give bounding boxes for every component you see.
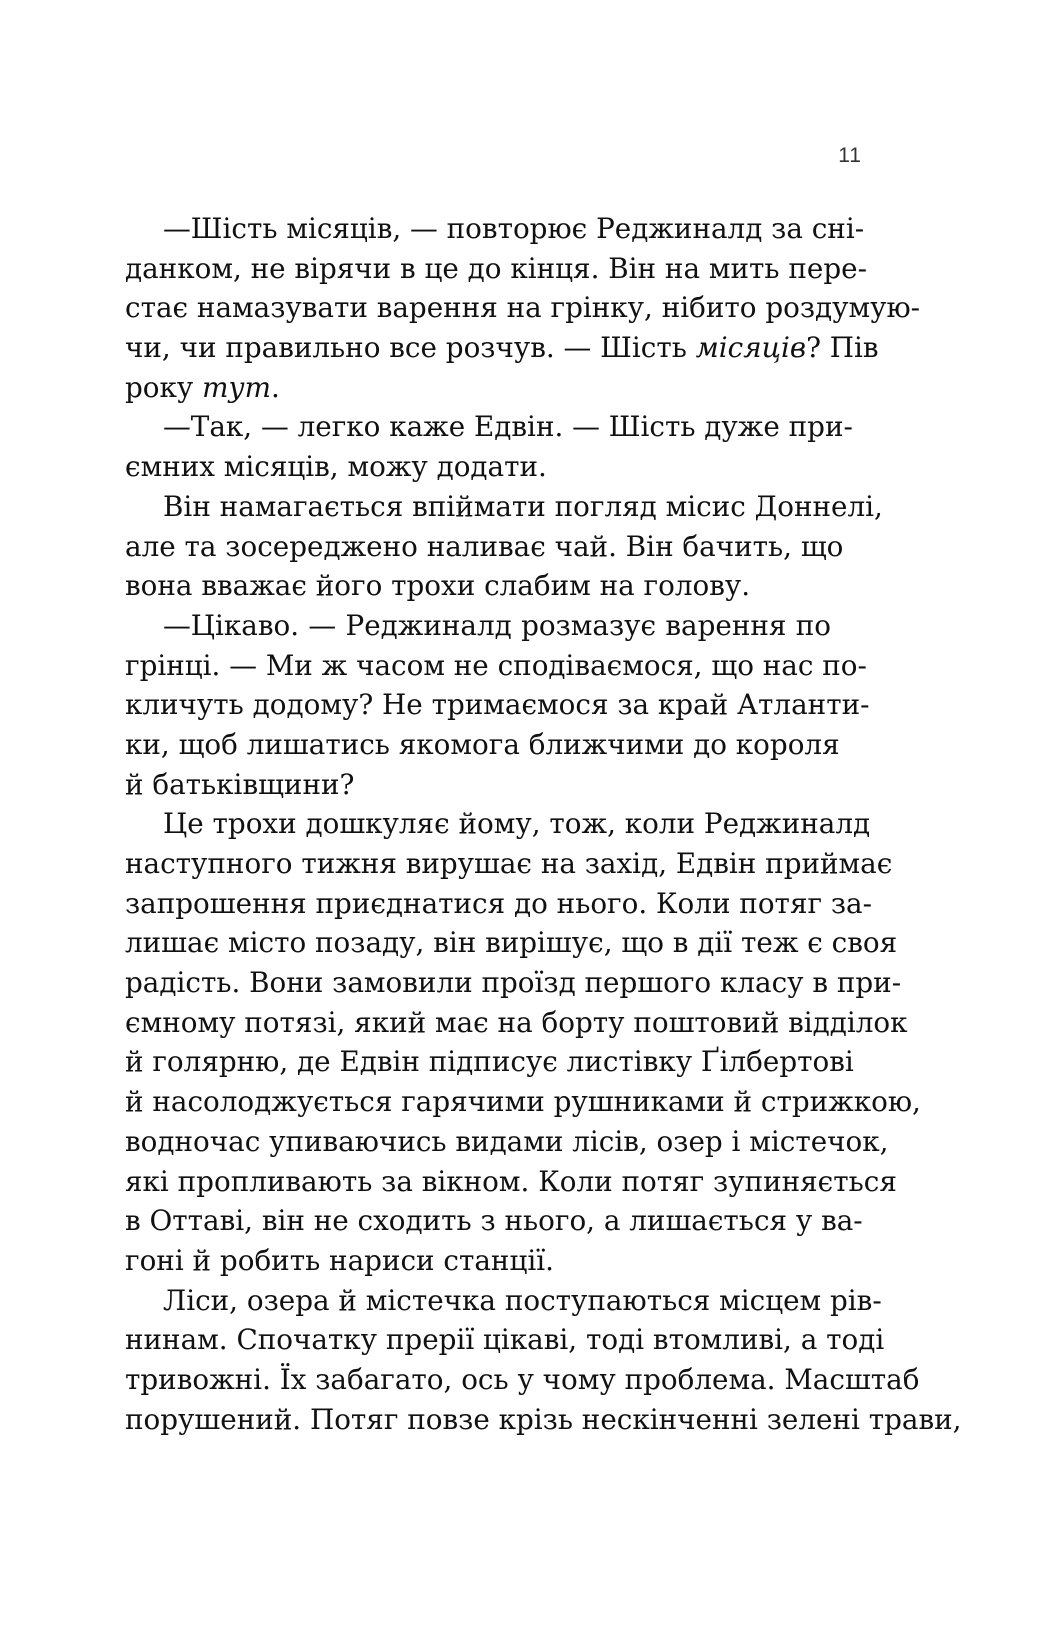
text-run: запрошення приєднатися до нього. Коли потяг за- [125,886,873,920]
text-line [125,765,831,805]
text-line [125,487,883,527]
text-run: нинам. Спочатку прерії цікаві, тоді втомливі, а тоді [125,1323,885,1357]
text-line [125,1042,854,1082]
text-line [125,447,831,487]
text-run: ? Пів [806,331,879,365]
text-line [125,1082,921,1122]
text-line [125,963,902,1003]
text-run: ки, щоб лишатись якомога ближчими до короля [125,727,840,761]
text-run: гоні й робить нариси станції. [125,1243,554,1277]
text-run: чи, чи правильно все розчув. — Шість [125,331,696,365]
text-line [125,1162,897,1202]
text-run: данком, не вірячи в це до кінця. Він на мить пере- [125,251,867,285]
text-line [125,249,867,289]
text-line [125,1003,908,1043]
text-run: в Оттаві, він не сходить з нього, а лишається у ва- [125,1204,863,1238]
italic-text: тут [202,370,271,404]
text-line [125,1400,962,1440]
text-line [125,606,831,646]
text-line [125,685,870,725]
text-line [125,646,867,686]
text-run: наступного тижня вирушає на захід, Едвін приймає [125,847,893,880]
text-run: . [270,370,280,404]
paragraph [125,209,921,407]
text-line [125,527,844,567]
paragraph [125,606,870,804]
text-run: кличуть додому? Не тримаємося за край Атланти- [125,688,870,722]
text-run: й батьківщини? [125,767,355,801]
text-line [125,1241,831,1281]
text-run: й голярню, де Едвін підписує листівку Ґілбертові [125,1045,854,1079]
text-run: ємному потязі, який має на борту поштовий відділок [125,1005,908,1039]
text-line [125,288,921,328]
text-line [125,804,871,844]
text-line [125,566,831,606]
page-number: 11 [838,144,862,167]
text-run: лишає місто позаду, він вирішує, що в дії теж є своя [125,926,898,960]
text-run: вона вважає його трохи слабим на голову. [125,569,751,603]
text-line [125,884,873,924]
text-run: стає намазувати варення на грінку, нібито роздумую- [125,291,921,325]
text-run: Ліси, озера й містечка поступаються місцем рів- [163,1283,882,1317]
text-run: —Цікаво. — Реджиналд розмазує варення по [163,608,831,642]
text-line [125,1281,882,1321]
text-run: грінці. — Ми ж часом не сподіваємося, що нас по- [125,648,867,682]
text-run: Це трохи дошкуляє йому, тож, коли Реджиналд [163,807,871,841]
body-text [125,209,962,1439]
text-run: порушений. Потяг повзе крізь нескінченні зелені трави, [125,1402,962,1436]
text-run: —Так, — легко каже Едвін. — Шість дуже при- [163,410,853,444]
text-line [125,725,840,765]
text-run: тривожні. Їх забагато, ось у чому проблема. Масштаб [125,1362,920,1396]
text-run: радість. Вони замовили проїзд першого класу в при- [125,966,902,1000]
paragraph [125,804,921,1280]
paragraph [125,1281,962,1440]
text-line [125,328,879,368]
text-line [125,407,853,447]
text-line [125,844,893,884]
paragraph [125,407,853,486]
text-line [125,1201,863,1241]
text-run: які пропливають за вікном. Коли потяг зупиняється [125,1164,897,1198]
text-run: але та зосереджено наливає чай. Він бачить, що [125,529,844,563]
text-run: водночас упиваючись видами лісів, озер і містечок, [125,1124,889,1158]
text-run: року [125,370,203,404]
text-line [125,1122,889,1162]
text-line [125,368,831,408]
italic-text: місяців [695,331,807,365]
text-line [125,923,898,963]
text-line [125,1320,885,1360]
text-run: Він намагається впіймати погляд місис Доннелі, [163,489,883,523]
paragraph [125,487,883,606]
text-line [125,1360,920,1400]
text-run: —Шість місяців, — повторює Реджиналд за сні- [163,212,865,245]
text-run: й насолоджується гарячими рушниками й стрижкою, [125,1085,921,1119]
text-run: ємних місяців, можу додати. [125,450,547,484]
text-line [125,209,865,249]
